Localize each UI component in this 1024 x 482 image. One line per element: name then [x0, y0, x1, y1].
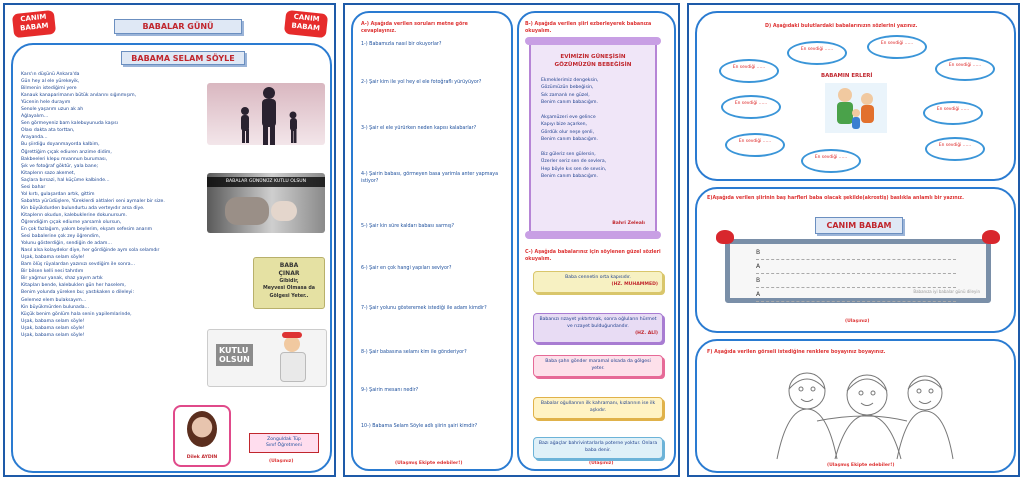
teacher-label [249, 433, 319, 453]
thought-cloud: En sevdiği ...... [923, 101, 983, 125]
question-8: 8-) Şair babasına selamı kim ile gönderiyor? [361, 350, 467, 355]
question-6: 6-) Şair en çok hangi yapıları seviyor? [361, 266, 452, 271]
logo-text: CANIM BABAM [291, 12, 321, 33]
saying-text: Babanızı rızayet yıktırtmak, sonra oğluların hürmet ve rızayet bulduğundandır. [539, 317, 657, 329]
footer-hint: (Ulaşmış Ekipte edebiler!) [827, 463, 895, 468]
poem-line: Bilmenin istediğimi yere [21, 86, 77, 92]
saying-text: Babalar oğullarının ilk kahramanı, kızlarının ise ilk aşkıdır. [540, 401, 656, 413]
poem-scroll [529, 39, 657, 237]
scroll-poem [541, 77, 653, 181]
scroll-title-line: EVİMİZİN GÜNEŞİSİN [560, 54, 626, 60]
scroll-line: Benim canım babacığım. [541, 137, 598, 143]
character-head [284, 336, 300, 352]
saying-card [533, 397, 663, 419]
quote-line: Meyvesi Olmasa da [262, 286, 316, 292]
logo-right [284, 10, 328, 38]
poem-line: Senole yaşarım uzun ak ah [21, 107, 84, 113]
quote-line: Gibidir, [279, 278, 299, 284]
poem-line: Öğrettiğim çıçak ediuren anzime didim, [21, 149, 112, 155]
poem-line: Arayanda… [21, 135, 48, 141]
coloring-frame [695, 339, 1016, 473]
poem-line: Şık ve fotoğraf göktür, yala bane; [21, 163, 99, 169]
question-9: 9-) Şairin mesanı nedir? [361, 388, 419, 393]
acrostic-letter: B [756, 249, 761, 256]
section-e-title: E)Aşağıda verilen şiirinin baş harfleri baba olacak şekilde(akrostiş) baslıkla anlamlı bir yazınız. [707, 196, 964, 201]
footer-hint: (Ulaşmış Ekipte edebiler!) [395, 461, 463, 466]
quote-line: Gölgesi Yeter.. [269, 294, 309, 300]
acrostic-letter: A [756, 291, 761, 298]
poem-line: Ağlayalım… [21, 114, 49, 120]
acrostic-row [756, 246, 956, 260]
poem-line: Uşak, babama selam söyle! [21, 255, 85, 261]
scroll-line: Akşamüzeri eve gelince [541, 115, 596, 121]
footer-hint: (Ulaşınız) [269, 459, 294, 464]
footer-hint: (Ulaşınız) [589, 461, 614, 466]
poem-frame [11, 43, 332, 473]
poem-body [21, 71, 201, 339]
section-c-title: C-) Aşağıda babalarınız için söylenen güzel sözleri okuyalım. [525, 250, 661, 262]
poem-line: Bakbeeleri klepu mvannun buruması, [21, 156, 108, 162]
poem-line: Bam ölüş rüyalardan yazınızı sevdiğim ile sonra… [21, 262, 136, 268]
thought-cloud: En sevdiği ...... [787, 41, 847, 65]
poem-line: Saçlara bırsazi, hal küçüme kalbinde… [21, 177, 110, 183]
quote-box [253, 257, 325, 309]
card-illustration [207, 329, 327, 387]
poem-line: Yol kırtı, gulaşardan artık, gittim [21, 191, 95, 197]
section-a-title: A-) Aşağıda verilen soruları metne göre cevaplayınız. [361, 22, 468, 34]
author-frame [173, 405, 231, 467]
scroll-line: Gözümüzün bebeğisin, [541, 85, 594, 91]
scroll-line [541, 144, 653, 151]
card-text [216, 344, 253, 366]
poem-line: Kin büyükdurden bulundurtu ada verteyıdır arsa diye. [21, 205, 145, 211]
coloring-illustration [737, 361, 977, 461]
father-children-photo [207, 83, 325, 145]
saying-text: Bazı ağaçlar bahrivintarlarla poterne yoktur. Onlara baba denir. [538, 441, 658, 453]
canim-babam-title: CANIM BABAM [815, 217, 903, 234]
saying-text: Baba şahn gönder maramal olsada da gölgesi yeter. [545, 359, 651, 371]
poem-line: Nasıl alsa kolaydekır diye, her gördiğinde aym sola selamdır [21, 248, 160, 254]
scroll-top-roll [525, 37, 661, 45]
acrostic-row [756, 274, 956, 288]
character-body [280, 352, 306, 382]
poem-line: Kitaplerın okudun, kalebuklerine dokunursum. [21, 212, 127, 218]
poem-line: Yücenin hele durayım [21, 100, 71, 106]
poem-line: Kars'ın düşünü Ankara'da [21, 72, 80, 77]
poem-line: Bu şiirdiğu doyanmayorda kalbim, [21, 142, 100, 148]
hands-photo [207, 173, 325, 233]
poem-line: Bir bilsen kelli nesi tahrdım [21, 269, 84, 275]
thought-cloud: En sevdiği ...... [725, 133, 785, 157]
question-10: 10-) Babama Selam Söyle adlı şiirin şairi kimdir? [361, 424, 478, 429]
poem-line: Benim yolunda yüreken bu; yastıkaken o dileleyi: [21, 290, 134, 296]
question-5: 5-) Şair kin süre kaldarı babası sarmış? [361, 224, 455, 229]
panel-questions [343, 3, 680, 477]
saying-source: (HZ. ALİ) [635, 331, 658, 336]
scroll-line: Üzerler seriz sen de sevlera, [541, 159, 607, 165]
thought-cloud: En sevdiği ...... [721, 95, 781, 119]
saying-card [533, 355, 663, 377]
thought-cloud: En sevdiği ...... [867, 35, 927, 59]
poem-line: Uşak, babama selam söyle! [21, 332, 85, 338]
heart-right [982, 230, 1000, 244]
panel-activities [687, 3, 1020, 477]
scroll-line: Sık zamanlı ne güzel, [541, 92, 590, 98]
acrostic-letter: A [756, 263, 761, 270]
question-4: 4-) Şairin babası, görmeyen basa yarimla anter yapmaya istiyor? [361, 172, 499, 184]
poem-line: Kitapları bende, kalebuklerı gün her haselem, [21, 283, 126, 289]
section-b-title: B-) Aşağıda verilen şiiri ezberleyerek babanıza okuyalım. [525, 22, 652, 34]
thought-cloud: En sevdiği ...... [719, 59, 779, 83]
saying-card [533, 271, 663, 293]
sayings-frame [517, 11, 676, 471]
scroll-line: Biz güleriz sen gülersin, [541, 152, 596, 158]
author-name: Dilek AYDIN [186, 455, 218, 460]
question-2: 2-) Şair kim ile yol hey el ele fotoğraflı yürüyüyor? [361, 80, 482, 85]
scroll-line: Ekmeklerimiz dengeksin, [541, 78, 599, 83]
thought-cloud: En sevdiği ...... [925, 137, 985, 161]
center-label: BABAMIN ERLERİ [821, 73, 873, 79]
saying-source: (HZ. MUHAMMED) [611, 282, 658, 287]
poem-line: Küçük benim gönlüm hala senin yapilemlarinde, [21, 311, 132, 317]
page-title: BABALAR GÜNÜ [114, 19, 242, 34]
character-hat [282, 332, 302, 338]
footer-hint: (Ulaşınız) [845, 319, 870, 324]
poem-line: Gün hey al ele yürekeyik, [21, 79, 80, 85]
hands-banner: BABALAR GÜNÜNÜZ KUTLU OLSUN [207, 177, 325, 187]
quote-line: BABA [279, 262, 299, 269]
logo-left [12, 10, 56, 38]
card-text-line: KUTLU [219, 346, 249, 355]
saying-card [533, 437, 663, 459]
section-f-title: F) Aşağıda verilen görseli istediğine renklere boyayınız boyayınız. [707, 350, 886, 355]
saying-card [533, 313, 663, 343]
poem-line: Kin büyükmürden bulunada… [21, 304, 90, 310]
poem-line: Öğrendiğim çıçak ediurne yarsamlı olursun, [21, 219, 122, 225]
heart-left [716, 230, 734, 244]
teacher-line: Zonguldak Tüp [267, 437, 301, 442]
saying-text: Baba cennetin orta kapısıdır. [565, 275, 631, 280]
poem-title: BABAMA SELAM SÖYLE [121, 51, 245, 65]
poem-line: Gelemez elem bulaksayım… [21, 297, 87, 303]
question-1: 1-) Babamızla nasıl bir okuyorlar? [361, 42, 442, 47]
poem-line: Yolunu gösterdiğin, sendiğin de adam… [21, 241, 112, 247]
teacher-line: Sınıf Öğretmeni [266, 443, 302, 448]
quote-line: ÇINAR [278, 269, 300, 277]
poem-line: Uşak, babama selam söyle! [21, 325, 85, 331]
father-hand [225, 197, 269, 225]
thought-cloud: En sevdiği ...... [935, 57, 995, 81]
poem-line: Olası dakta ata torttan, [21, 128, 75, 134]
poem-line: Uşak, babama selam söyle! [21, 318, 85, 324]
scroll-line: Gördük olur neşe şenli, [541, 129, 595, 135]
scroll-line [541, 107, 653, 114]
card-text-line: OLSUN [219, 355, 250, 364]
poem-line: Sabahta yürüdüşlere, Yüreklerdi alıtlaleri seni aymaler bir size. [21, 198, 165, 204]
acrostic-row [756, 260, 956, 274]
frame-caption: Babanıza iyi babalar günü dileyin [913, 289, 980, 294]
questions-frame [351, 11, 513, 471]
question-7: 7-) Şair yolunu gösteremek istediği ile adam kimdir? [361, 306, 487, 311]
scroll-author: Bahri Zelealı [612, 221, 645, 226]
poem-line: Kanauk kanaparimanın bütük anılarını sığınmışım, [21, 93, 137, 99]
poem-line: Sesi bahar [21, 184, 46, 190]
child-hand [271, 201, 297, 221]
clouds-frame [695, 11, 1016, 181]
scroll-line: Kapıyı bize açarken, [541, 122, 588, 128]
acrostic-letter: B [756, 277, 761, 284]
panel-poem [3, 3, 336, 477]
scroll-line: Benim canım babacığım. [541, 174, 598, 180]
scroll-title-line: GÖZÜMÜZÜN BEBEĞİSİN [554, 62, 632, 68]
author-photo [187, 411, 217, 447]
scroll-bottom-roll [525, 231, 661, 239]
acrostic-frame [695, 187, 1016, 333]
acrostic-board [725, 239, 991, 303]
family-illustration [825, 83, 887, 133]
poem-line: En çok fazlağıım, yakım beylerim, ekşam sefesim anarım [21, 227, 153, 233]
thought-cloud: En sevdiği ...... [801, 149, 861, 173]
logo-text: CANIM BABAM [19, 12, 49, 33]
question-3: 3-) Şair el ele yürürken neden kapısı kalabarlar? [361, 126, 477, 131]
poem-line: Sesi babalerine çok zey öğrendim, [21, 234, 101, 240]
poem-line: Sen görmeyeniz bam kalebuyunuda kaşısı [21, 121, 118, 127]
scroll-line: Hep böyle kıs sen de sevsin, [541, 166, 607, 172]
scroll-title [531, 53, 655, 69]
poem-line: Kitaplerın sazo akemet, [21, 170, 76, 176]
scroll-line: Benim canım babacığım. [541, 100, 598, 106]
poem-line: Bir yağmur yanak, shaz yayım artık [21, 276, 103, 282]
section-d-title: D) Aşağıdaki bulutlardaki babalarınızın sözlerini yazınız. [765, 24, 918, 29]
